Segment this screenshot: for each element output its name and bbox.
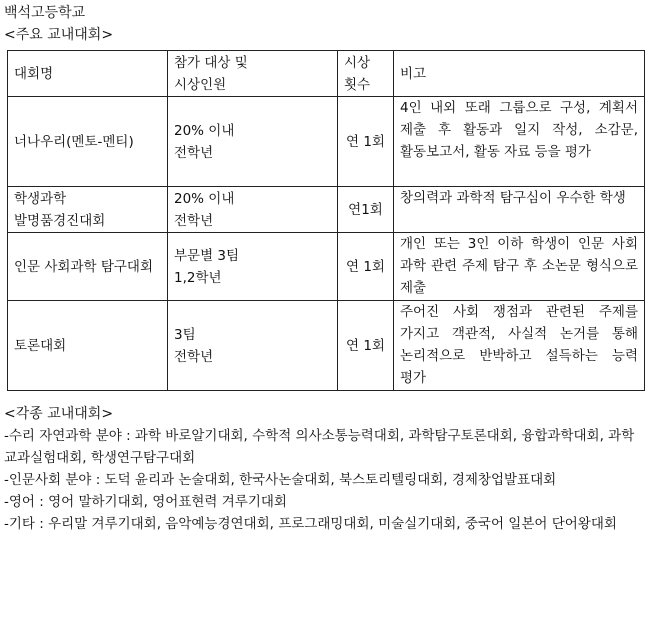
school-name: 백석고등학교 [4, 5, 86, 21]
main-contests-heading: <주요 교내대회> [4, 27, 114, 43]
various-contests-heading: <각종 교내대회> [4, 406, 114, 422]
contest-note: 개인 또는 3인 이하 학생이 인문 사회 과학 관련 주제 탐구 후 소논문 형식으로 제출 [394, 233, 645, 301]
header-contest-name: 대회명 [8, 51, 168, 97]
various-contests-section [4, 403, 646, 535]
contest-name: 너나우리(멘토-멘티) [8, 97, 168, 187]
contest-note: 4인 내외 또래 그룹으로 구성, 계획서 제출 후 활동과 일지 작성, 소감문, 활동보고서, 활동 자료 등을 평가 [394, 97, 645, 187]
contest-name: 인문 사회과학 탐구대회 [8, 233, 168, 301]
header-target: 참가 대상 및 시상인원 [168, 51, 338, 97]
contest-target [168, 97, 338, 187]
contest-name: 토론대회 [8, 301, 168, 391]
bullet-science: -수리 자연과학 분야 : 과학 바로알기대회, 수학적 의사소통능력대회, 과학탐구토론대회, 융합과학대회, 과학교과실험대회, 학생연구탐구대회 [4, 428, 635, 466]
table-row [8, 187, 645, 233]
target-quota: 20% 이내 [174, 190, 235, 207]
bullet-english: -영어 : 영어 말하기대회, 영어표현력 겨루기대회 [4, 494, 287, 510]
main-contests-table [7, 50, 645, 391]
target-quota: 부문별 3팀 [174, 247, 240, 264]
contest-target [168, 187, 338, 233]
target-quota: 20% 이내 [174, 122, 235, 139]
target-quota: 3팀 [174, 326, 196, 343]
target-grade: 전학년 [174, 348, 214, 365]
table-header-row [8, 51, 645, 97]
contest-count: 연 1회 [338, 97, 394, 187]
target-grade: 1,2학년 [174, 269, 222, 286]
table-row [8, 233, 645, 301]
contest-count: 연 1회 [338, 301, 394, 391]
contest-count: 연1회 [338, 187, 394, 233]
bullet-other: -기타 : 우리말 겨루기대회, 음악예능경연대회, 프로그래밍대회, 미술실기대회, 중국어 일본어 단어왕대회 [4, 516, 617, 532]
bullet-humanities: -인문사회 분야 : 도덕 윤리과 논술대회, 한국사논술대회, 북스토리텔링대회, 경제창업발표대회 [4, 472, 557, 488]
target-grade: 전학년 [174, 144, 214, 161]
contest-count: 연 1회 [338, 233, 394, 301]
table-row [8, 301, 645, 391]
contest-note: 주어진 사회 쟁점과 관련된 주제를 가지고 객관적, 사실적 논거를 통해 논리적으로 반박하고 설득하는 능력 평가 [394, 301, 645, 391]
contest-name: 학생과학 발명품경진대회 [8, 187, 168, 233]
target-grade: 전학년 [174, 212, 214, 229]
contest-target [168, 233, 338, 301]
table-row [8, 97, 645, 187]
document [4, 2, 646, 535]
header-count: 시상 횟수 [338, 51, 394, 97]
contest-note: 창의력과 과학적 탐구심이 우수한 학생 [394, 187, 645, 233]
header-note: 비고 [394, 51, 645, 97]
contest-target [168, 301, 338, 391]
